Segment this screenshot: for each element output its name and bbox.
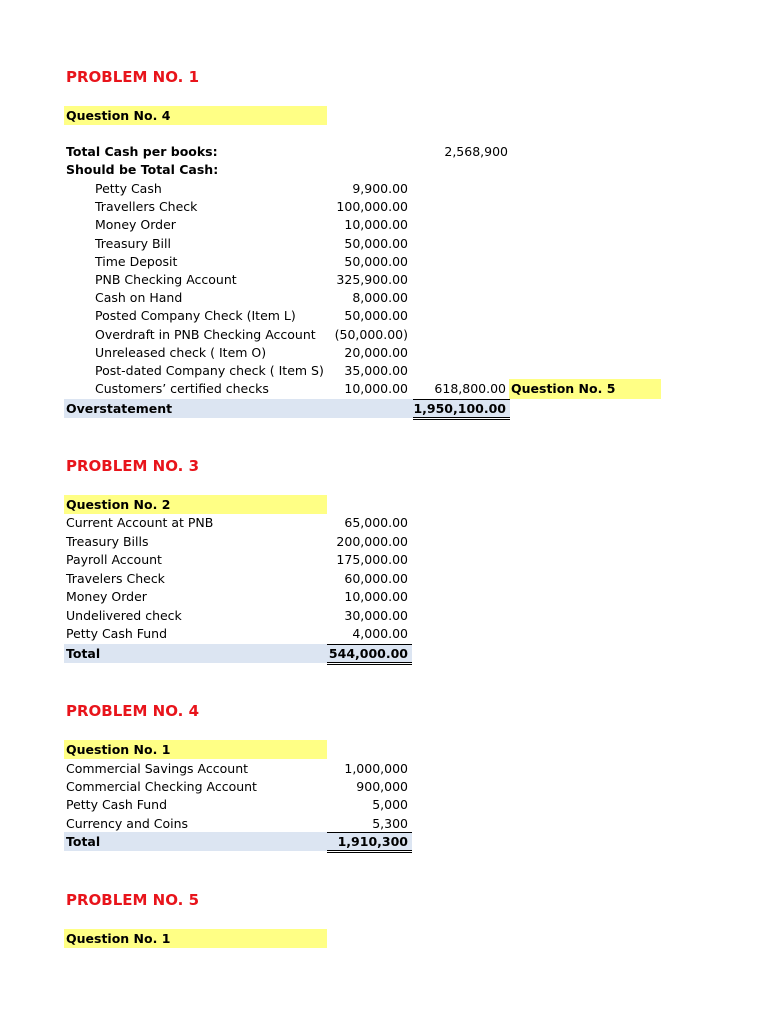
- total-cash-per-books-value: 2,568,900: [444, 144, 508, 159]
- item-value: 100,000.00: [336, 199, 408, 215]
- item-label: Travellers Check: [95, 199, 198, 215]
- item-label: Overdraft in PNB Checking Account: [95, 326, 316, 342]
- total-cash-per-books-label: Total Cash per books:: [66, 144, 218, 159]
- item-label: Treasury Bill: [95, 235, 171, 251]
- item-value: 10,000.00: [344, 589, 408, 604]
- item-value: 5,300: [372, 815, 408, 831]
- item-label: PNB Checking Account: [95, 272, 237, 287]
- problem-3-title: PROBLEM NO. 3: [66, 457, 200, 475]
- problem-5-question: Question No. 1: [64, 929, 327, 948]
- item-value: 50,000.00: [344, 235, 408, 251]
- item-value: 50,000.00: [344, 253, 408, 269]
- item-label: Cash on Hand: [95, 290, 183, 306]
- overstatement-label: Overstatement: [66, 401, 173, 416]
- item-label: Posted Company Check (Item L): [95, 308, 296, 324]
- problem-5-title: PROBLEM NO. 5: [66, 891, 200, 909]
- item-value: 20,000.00: [344, 344, 408, 360]
- problem-3-total-value: [327, 644, 412, 665]
- item-label: Unreleased check ( Item O): [95, 344, 267, 360]
- item-label: Commercial Checking Account: [66, 779, 257, 795]
- item-value: 5,000: [372, 797, 408, 813]
- overstatement-value: [413, 399, 510, 420]
- problem-3-total-text: 544,000.00: [328, 646, 408, 661]
- item-label: Customers’ certified checks: [95, 381, 269, 397]
- item-label: Petty Cash Fund: [66, 626, 168, 641]
- item-value: 175,000.00: [336, 552, 408, 567]
- problem-3-total-label: Total: [66, 646, 101, 661]
- problem-1-question: Question No. 4: [64, 106, 327, 125]
- item-value: 9,900.00: [352, 181, 408, 196]
- problem-4-question: Question No. 1: [64, 740, 327, 759]
- item-label: Commercial Savings Account: [66, 761, 249, 776]
- item-value: 200,000.00: [336, 533, 408, 549]
- item-value: (50,000.00): [334, 326, 408, 342]
- item-value: 4,000.00: [352, 626, 408, 641]
- item-label: Time Deposit: [95, 253, 178, 269]
- item-label: Current Account at PNB: [66, 515, 214, 530]
- item-label: Money Order: [66, 589, 147, 604]
- problem-1-subtotal: 618,800.00: [434, 381, 506, 396]
- item-label: Petty Cash: [95, 181, 162, 196]
- item-label: Money Order: [95, 217, 176, 233]
- item-label: Treasury Bills: [66, 533, 149, 549]
- item-value: 35,000.00: [344, 363, 408, 378]
- problem-4-total-text: 1,910,300: [337, 834, 408, 849]
- item-value: 60,000.00: [344, 570, 408, 586]
- item-value: 30,000.00: [344, 607, 408, 623]
- item-value: 325,900.00: [336, 272, 408, 287]
- problem-3-question: Question No. 2: [64, 495, 327, 514]
- should-be-total-cash-label: Should be Total Cash:: [66, 162, 219, 177]
- item-label: Undelivered check: [66, 607, 182, 623]
- problem-1-title: PROBLEM NO. 1: [66, 68, 200, 86]
- item-label: Travelers Check: [66, 570, 165, 586]
- item-value: 900,000: [356, 779, 408, 795]
- problem-4-total-label: Total: [66, 834, 101, 849]
- item-value: 50,000.00: [344, 308, 408, 324]
- item-value: 1,000,000: [344, 761, 408, 776]
- item-value: 65,000.00: [344, 515, 408, 530]
- item-value: 10,000.00: [344, 217, 408, 233]
- item-label: Post-dated Company check ( Item S): [95, 363, 324, 378]
- item-value: 10,000.00: [344, 381, 408, 397]
- item-label: Petty Cash Fund: [66, 797, 168, 813]
- problem-1-side-question: Question No. 5: [509, 379, 661, 399]
- item-label: Payroll Account: [66, 552, 162, 567]
- item-value: 8,000.00: [352, 290, 408, 306]
- item-label: Currency and Coins: [66, 815, 189, 831]
- problem-4-title: PROBLEM NO. 4: [66, 702, 200, 720]
- overstatement-value-text: 1,950,100.00: [413, 401, 506, 416]
- problem-4-total-value: [327, 832, 412, 853]
